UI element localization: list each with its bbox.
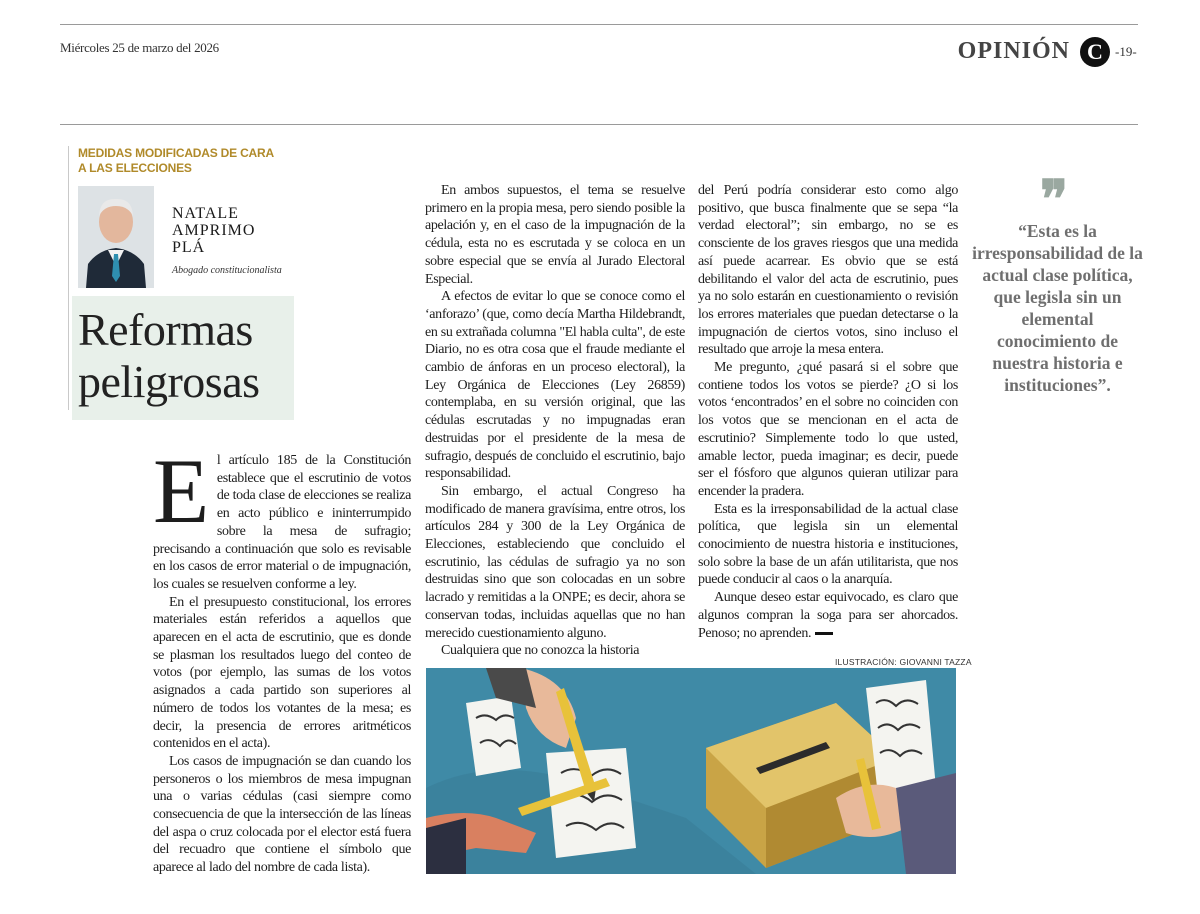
- paragraph: [698, 589, 958, 642]
- paragraph: [153, 440, 411, 594]
- title-line-2: peligrosas: [78, 356, 260, 407]
- paragraph: Esta es la irresponsabilidad de la actual clase política, que legisla sin un elemental conocimiento de nuestra historia e instituciones, solo sobre la base de un afán utilitarista, que nos puede conducir al caos o la anarquía.: [698, 501, 958, 588]
- paragraph: Los casos de impugnación se dan cuando los personeros o los miembros de mesa impugnan una o varias cédulas (casi siempre como consecuencia de que la intersección de las líneas del aspa o cruz colocada por el elector está fuera del recuadro que contiene el símbolo que aparece al lado del nombre de cada lista).: [153, 753, 411, 876]
- column-divider: [68, 146, 69, 410]
- end-mark: [815, 632, 833, 635]
- section-title: OPINIÓN: [957, 38, 1070, 64]
- article-column-2: [425, 182, 685, 660]
- author-photo: [78, 186, 154, 288]
- paragraph: A efectos de evitar lo que se conoce como el ‘anforazo’ (que, como decía Martha Hildebrandt, en su extrañada columna "El habla culta", de este Diario, no es otra cosa que el fraude mediante el cambio de ánforas en un proceso electoral), la Ley Orgánica de Elecciones (Ley 26859) contemplaba, en su versión original, que las cédulas escrutadas y no impugnadas eran destruidas por el presidente de la mesa de sufragio, después de concluido el escrutinio, bajo responsabilidad.: [425, 289, 685, 482]
- top-rule: [60, 24, 1138, 25]
- page-number: -19-: [1115, 44, 1137, 59]
- paragraph-text: l artículo 185 de la Constitución establece que el escrutinio de votos de toda clase de elecciones se realiza en acto público e ininterrumpido sobre la mesa de sufragio; precisando a continuación que solo es revisable en los casos de error material o de impugnación, los cuales se resuelven conforme a ley.: [153, 453, 411, 592]
- author-name: NATALE AMPRIMO PLÁ: [172, 205, 256, 256]
- paragraph: Me pregunto, ¿qué pasará si el sobre que contiene todos los votos se pierde? ¿O si los votos ‘encontrados’ en el sobre no coinciden con los votos que se mencionan en el acta de escrutinio? Simplemente todo lo que usted, amable lector, pueda imaginar; es decir, puede ser el fósforo que algunos quieran utilizar para encender la pradera.: [698, 360, 958, 499]
- article-title: [78, 304, 260, 408]
- paragraph: En el presupuesto constitucional, los errores materiales están referidos a aquellos que aparecen en el acta de escrutinio, que es donde se plasman los resultados luego del conteo de votos (por ejemplo, las sumas de los votos asignados a cada partido son superiores al número de todos los votantes de la mesa; es decir, la presencia de errores aritméticos contenidos en el acta).: [153, 594, 411, 752]
- ballot-illustration: [426, 668, 956, 874]
- newspaper-logo: C: [1080, 37, 1110, 67]
- paragraph-text: Aunque deseo estar equivocado, es claro que algunos compran la soga para ser ahorcados. Penoso; no aprenden.: [698, 590, 958, 641]
- article-kicker: MEDIDAS MODIFICADAS DE CARA A LAS ELECCIONES: [78, 146, 274, 175]
- article-column-3: [698, 182, 958, 642]
- quote-mark-icon: ❞: [1040, 172, 1068, 229]
- illustration: [426, 668, 956, 874]
- article-column-1: [153, 440, 411, 877]
- header-rule: [60, 124, 1138, 125]
- paragraph: En ambos supuestos, el tema se resuelve primero en la propia mesa, pero siendo posible la apelación y, en el caso de la impugnación de la cédula, esta no es escrutada y se coloca en un sobre especial que se envía al Jurado Electoral Especial.: [425, 183, 685, 287]
- issue-date: Miércoles 25 de marzo del 2026: [60, 40, 219, 55]
- pull-quote: “Esta es la irresponsabilidad de la actual clase política, que legisla sin un elemental conocimiento de nuestra historia e instituciones”.: [972, 221, 1143, 395]
- paragraph: del Perú podría considerar esto como algo positivo, que busca finalmente que se sepa “la verdad electoral”; sin embargo, no se es consciente de los graves riesgos que una medida así puede acarrear. Es obvio que se está debilitando el valor del acta de escrutinio, pues ya no solo estarán en cuestionamiento o revisión los errores materiales que puedan detectarse o la impugnación de ciertos votos, sino incluso el resultado que arroje la mesa entera.: [698, 183, 958, 358]
- illustration-credit: ILUSTRACIÓN: GIOVANNI TAZZA: [835, 657, 972, 667]
- title-line-1: Reformas: [78, 304, 253, 355]
- paragraph: Sin embargo, el actual Congreso ha modificado de manera gravísima, entre otros, los artículos 284 y 300 de la Ley Orgánica de Elecciones, estableciendo que concluido el escrutinio, las cédulas de sufragio ya no son destruidas sino que son colocadas en un sobre lacrado y remitidas a la ONPE; es decir, ahora se conservan todas, incluidas aquellas que no han merecido cuestionamiento alguno.: [425, 483, 685, 641]
- author-role: Abogado constitucionalista: [172, 265, 282, 276]
- drop-cap: E: [153, 440, 209, 542]
- paragraph: Cualquiera que no conozca la historia: [441, 643, 640, 659]
